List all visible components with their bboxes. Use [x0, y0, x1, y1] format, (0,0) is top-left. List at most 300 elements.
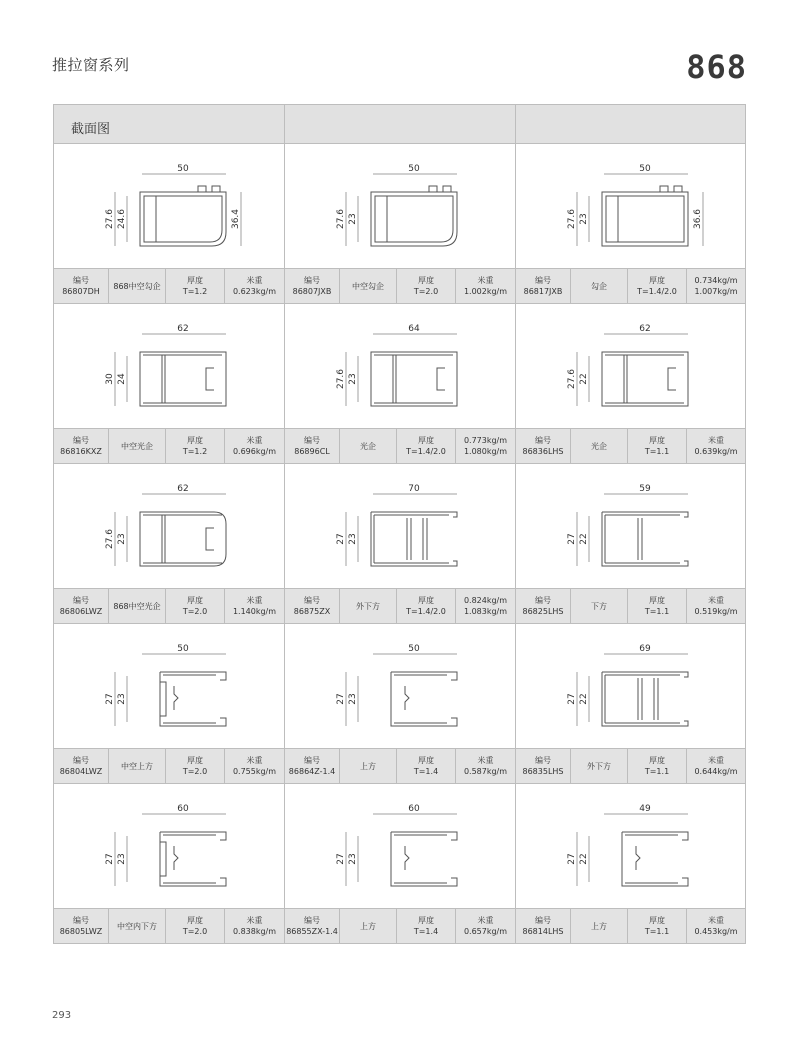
section-drawing [516, 624, 745, 748]
section-drawing [516, 304, 745, 428]
spec-thickness [628, 589, 687, 623]
profile-outline [371, 352, 457, 406]
profile-weight: 1.007kg/m [694, 287, 738, 296]
thickness-label: 厚度 [649, 596, 665, 605]
width-dimension-label: 50 [408, 644, 420, 654]
spec-bar [516, 268, 745, 303]
profile-name: 868中空光企 [113, 601, 161, 611]
profile-drawing [105, 164, 241, 246]
profile-catalog-table [53, 104, 746, 944]
profile-cell [516, 144, 746, 304]
profile-name: 中空上方 [121, 761, 153, 771]
profile-thickness: T=2.0 [182, 767, 208, 776]
spec-thickness [166, 269, 225, 303]
profile-web [162, 355, 165, 403]
profile-thickness: T=1.4 [413, 767, 439, 776]
profile-web [624, 355, 627, 403]
spec-weight [456, 589, 515, 623]
spec-thickness [166, 909, 225, 943]
spec-weight [687, 269, 745, 303]
spec-thickness [166, 589, 225, 623]
profile-cell [54, 784, 285, 944]
height-dimension-label: 27 [336, 693, 346, 705]
thickness-label: 厚度 [187, 276, 203, 285]
section-drawing-svg [285, 624, 515, 748]
profile-drawing [567, 804, 688, 886]
profile-drawing [105, 484, 226, 566]
spec-name [340, 269, 397, 303]
profile-outline [602, 672, 688, 726]
profile-inner-wall [143, 515, 222, 563]
height-dimension-label: 23 [117, 693, 127, 705]
profile-name: 上方 [591, 921, 607, 931]
section-drawing [54, 624, 284, 748]
profile-drawing [567, 644, 688, 726]
profile-code: 86806LWZ [59, 607, 103, 616]
profile-clip [405, 686, 409, 710]
code-label: 编号 [304, 916, 320, 925]
spec-thickness [397, 749, 456, 783]
section-drawing-svg [516, 624, 746, 748]
profile-weight: 0.453kg/m [694, 927, 738, 936]
profile-web [638, 678, 642, 720]
section-drawing [54, 144, 284, 268]
thickness-label: 厚度 [649, 436, 665, 445]
profile-weight: 1.080kg/m [463, 447, 508, 456]
spec-bar [54, 748, 284, 783]
code-label: 编号 [304, 596, 320, 605]
profile-weight: 0.644kg/m [694, 767, 738, 776]
height-dimension-label: 23 [117, 853, 127, 865]
profile-weight: 0.824kg/m [463, 596, 508, 605]
thickness-label: 厚度 [649, 756, 665, 765]
spec-code [516, 749, 571, 783]
spec-weight [687, 429, 745, 463]
profile-inner-wall [143, 355, 222, 403]
profile-slot [206, 368, 214, 390]
profile-outline [140, 512, 226, 566]
spec-weight [225, 589, 284, 623]
profile-slot [437, 368, 445, 390]
spec-code [516, 269, 571, 303]
section-drawing [54, 464, 284, 588]
spec-name [340, 589, 397, 623]
spec-weight [456, 909, 515, 943]
spec-weight [687, 749, 745, 783]
profile-weight: 0.639kg/m [694, 447, 738, 456]
spec-weight [225, 269, 284, 303]
profile-cell [54, 304, 285, 464]
spec-code [54, 429, 109, 463]
profile-name: 勾企 [591, 281, 607, 291]
profile-weight: 0.623kg/m [232, 287, 277, 296]
profile-weight: 1.083kg/m [463, 607, 508, 616]
profile-code: 86864Z-1.4 [288, 767, 336, 776]
spec-name [571, 749, 628, 783]
height-dimension-label: 23 [348, 213, 358, 225]
profile-inner-wall [163, 835, 216, 883]
thickness-label: 厚度 [418, 916, 434, 925]
section-drawing-svg [54, 624, 284, 748]
profile-drawing [567, 324, 688, 406]
section-drawing [516, 464, 745, 588]
spec-code [54, 749, 109, 783]
profile-name: 外下方 [587, 761, 611, 771]
profile-drawing [105, 324, 226, 406]
spec-name [571, 589, 628, 623]
section-drawing-svg [285, 304, 515, 428]
profile-name: 上方 [360, 921, 376, 931]
profile-chamber [160, 842, 166, 876]
weight-label: 米重 [708, 436, 724, 445]
code-label: 编号 [535, 756, 551, 765]
spec-bar [285, 268, 515, 303]
spec-code [516, 589, 571, 623]
section-drawing-svg [54, 464, 284, 588]
spec-code [285, 749, 340, 783]
spec-thickness [397, 909, 456, 943]
profile-cell [285, 464, 516, 624]
spec-bar [54, 428, 284, 463]
profile-web [423, 518, 427, 560]
profile-inner-wall [625, 835, 678, 883]
profile-inner-wall [394, 835, 447, 883]
profile-web [393, 355, 396, 403]
spec-bar [54, 268, 284, 303]
thickness-label: 厚度 [187, 436, 203, 445]
spec-bar [285, 428, 515, 463]
profile-cell [285, 144, 516, 304]
spec-weight [456, 429, 515, 463]
section-drawing-svg [516, 784, 746, 908]
thickness-label: 厚度 [649, 276, 665, 285]
code-label: 编号 [535, 436, 551, 445]
profile-name: 868中空勾企 [113, 281, 161, 291]
profile-code: 86817JXB [523, 287, 563, 296]
height-dimension-label: 27 [567, 853, 577, 865]
spec-bar [516, 588, 745, 623]
thickness-label: 厚度 [187, 756, 203, 765]
height-dimension-label: 27 [105, 853, 115, 865]
spec-weight [687, 589, 745, 623]
spec-code [285, 909, 340, 943]
profile-code: 86835LHS [522, 767, 564, 776]
profile-drawing [336, 644, 457, 726]
width-dimension-label: 50 [408, 164, 420, 174]
profile-cell [285, 784, 516, 944]
profile-weight: 0.657kg/m [463, 927, 508, 936]
spec-name [571, 909, 628, 943]
weight-label: 米重 [708, 916, 724, 925]
profile-name: 光企 [360, 441, 376, 451]
profile-inner-wall [163, 675, 216, 723]
profile-web [407, 518, 411, 560]
spec-bar [285, 748, 515, 783]
weight-label: 米重 [246, 276, 263, 285]
code-label: 编号 [73, 276, 89, 285]
profile-name: 光企 [591, 441, 607, 451]
profile-hook [429, 186, 451, 192]
profile-name: 下方 [591, 601, 607, 611]
profile-outline [391, 672, 457, 726]
profile-thickness: T=1.4/2.0 [406, 447, 446, 456]
spec-weight [456, 269, 515, 303]
profile-drawing [567, 484, 688, 566]
profile-web [162, 515, 165, 563]
spec-bar [285, 588, 515, 623]
profile-code: 86836LHS [522, 447, 564, 456]
spec-name [340, 429, 397, 463]
spec-code [516, 429, 571, 463]
spec-bar [54, 908, 284, 943]
code-label: 编号 [73, 596, 89, 605]
profile-clip [405, 846, 409, 870]
height-dimension-label: 30 [105, 373, 115, 385]
profile-outline [140, 352, 226, 406]
height-dimension-label: 36.6 [693, 208, 703, 230]
spec-code [285, 589, 340, 623]
height-dimension-label: 23 [348, 533, 358, 545]
profile-slot [206, 528, 214, 550]
profile-weight: 0.587kg/m [463, 767, 508, 776]
code-label: 编号 [304, 436, 320, 445]
profile-cell [54, 464, 285, 624]
profile-cell [516, 624, 746, 784]
section-drawing-svg [285, 144, 515, 268]
height-dimension-label: 27 [567, 693, 577, 705]
spec-name [571, 429, 628, 463]
profile-outline [160, 672, 226, 726]
profile-code: 86896CL [294, 447, 330, 456]
weight-label: 米重 [246, 756, 263, 765]
profile-name: 外下方 [356, 601, 380, 611]
section-drawing-svg [285, 784, 515, 908]
code-label: 编号 [535, 596, 551, 605]
spec-thickness [628, 749, 687, 783]
page-number: 293 [52, 1010, 72, 1021]
weight-label: 米重 [246, 436, 263, 445]
weight-label: 米重 [246, 596, 263, 605]
profile-row [54, 304, 746, 464]
spec-weight [225, 909, 284, 943]
profile-outline [602, 512, 688, 566]
weight-label: 米重 [708, 596, 724, 605]
profile-cell [54, 624, 285, 784]
height-dimension-label: 27.6 [336, 208, 346, 230]
profile-outline [602, 192, 688, 246]
profile-thickness: T=1.4/2.0 [406, 607, 446, 616]
profile-slot [668, 368, 676, 390]
profile-thickness: T=1.1 [644, 607, 670, 616]
profile-clip [636, 846, 640, 870]
code-label: 编号 [73, 756, 89, 765]
profile-thickness: T=1.1 [644, 447, 670, 456]
width-dimension-label: 64 [408, 324, 420, 334]
profile-thickness: T=2.0 [413, 287, 439, 296]
spec-name [109, 429, 166, 463]
width-dimension-label: 62 [177, 484, 189, 494]
code-label: 编号 [535, 916, 551, 925]
profile-inner-wall [374, 355, 453, 403]
profile-cell [516, 464, 746, 624]
profile-cell [285, 304, 516, 464]
profile-outline [371, 192, 457, 246]
width-dimension-label: 59 [639, 484, 651, 494]
profile-row [54, 144, 746, 304]
profile-weight: 0.838kg/m [232, 927, 277, 936]
weight-label: 米重 [477, 916, 494, 925]
profile-thickness: T=2.0 [182, 607, 208, 616]
section-drawing-svg [54, 784, 284, 908]
profile-name: 中空内下方 [117, 921, 157, 931]
spec-bar [516, 748, 745, 783]
thickness-label: 厚度 [649, 916, 665, 925]
thickness-label: 厚度 [187, 596, 203, 605]
width-dimension-label: 50 [177, 644, 189, 654]
series-code: 868 [686, 48, 747, 86]
profile-web [638, 518, 642, 560]
spec-code [54, 269, 109, 303]
spec-name [109, 589, 166, 623]
thickness-label: 厚度 [418, 756, 434, 765]
height-dimension-label: 24.6 [117, 208, 127, 230]
profile-weight: 1.140kg/m [232, 607, 277, 616]
height-dimension-label: 27 [567, 533, 577, 545]
height-dimension-label: 27 [105, 693, 115, 705]
width-dimension-label: 60 [177, 804, 189, 814]
profile-weight: 1.002kg/m [463, 287, 508, 296]
spec-thickness [628, 429, 687, 463]
width-dimension-label: 50 [177, 164, 189, 174]
code-label: 编号 [73, 436, 89, 445]
height-dimension-label: 27.6 [567, 368, 577, 390]
profile-weight: 0.696kg/m [232, 447, 277, 456]
profile-cell [54, 144, 285, 304]
code-label: 编号 [73, 916, 89, 925]
profile-cell [516, 304, 746, 464]
profile-thickness: T=1.1 [644, 767, 670, 776]
spec-thickness [166, 749, 225, 783]
profile-row [54, 624, 746, 784]
profile-code: 86825LHS [522, 607, 564, 616]
weight-label: 米重 [477, 276, 494, 285]
spec-weight [225, 429, 284, 463]
profile-web [654, 678, 658, 720]
profile-outline [602, 352, 688, 406]
height-dimension-label: 27 [336, 533, 346, 545]
profile-hook [198, 186, 220, 192]
height-dimension-label: 27.6 [567, 208, 577, 230]
spec-name [571, 269, 628, 303]
weight-label: 米重 [708, 756, 724, 765]
section-drawing-svg [516, 464, 746, 588]
height-dimension-label: 36.4 [231, 208, 241, 230]
profile-weight: 0.773kg/m [463, 436, 508, 445]
profile-name: 上方 [360, 761, 376, 771]
thickness-label: 厚度 [418, 596, 434, 605]
section-drawing [54, 304, 284, 428]
height-dimension-label: 23 [117, 533, 127, 545]
profile-weight: 0.734kg/m [694, 276, 738, 285]
height-dimension-label: 23 [348, 373, 358, 385]
spec-weight [456, 749, 515, 783]
section-drawing-svg [54, 304, 284, 428]
code-label: 编号 [535, 276, 551, 285]
height-dimension-label: 22 [579, 373, 589, 385]
profile-drawing [336, 164, 457, 246]
height-dimension-label: 24 [117, 373, 127, 385]
spec-weight [687, 909, 745, 943]
spec-code [285, 269, 340, 303]
profile-thickness: T=1.2 [182, 287, 208, 296]
profile-drawing [336, 804, 457, 886]
spec-code [285, 429, 340, 463]
height-dimension-label: 22 [579, 533, 589, 545]
section-drawing [516, 144, 745, 268]
profile-cell [516, 784, 746, 944]
profile-outline [622, 832, 688, 886]
spec-thickness [628, 909, 687, 943]
profile-outline [160, 832, 226, 886]
profile-outline [140, 192, 226, 246]
section-drawing-svg [54, 144, 284, 268]
thickness-label: 厚度 [418, 436, 434, 445]
profile-drawing [105, 804, 226, 886]
table-header-row [54, 105, 746, 144]
profile-inner-wall [605, 355, 684, 403]
code-label: 编号 [304, 276, 320, 285]
height-dimension-label: 27.6 [105, 528, 115, 550]
code-label: 编号 [304, 756, 320, 765]
spec-thickness [397, 269, 456, 303]
profile-grid [54, 144, 746, 944]
spec-thickness [166, 429, 225, 463]
profile-thickness: T=1.1 [644, 927, 670, 936]
height-dimension-label: 23 [348, 853, 358, 865]
height-dimension-label: 27.6 [336, 368, 346, 390]
spec-name [109, 749, 166, 783]
profile-chamber [160, 682, 166, 716]
width-dimension-label: 62 [639, 324, 651, 334]
spec-thickness [397, 429, 456, 463]
profile-row [54, 464, 746, 624]
profile-weight: 0.755kg/m [232, 767, 277, 776]
height-dimension-label: 27 [336, 853, 346, 865]
spec-code [54, 589, 109, 623]
profile-code: 86804LWZ [59, 767, 103, 776]
height-dimension-label: 22 [579, 853, 589, 865]
spec-weight [225, 749, 284, 783]
profile-weight: 0.519kg/m [694, 607, 738, 616]
profile-code: 86814LHS [522, 927, 564, 936]
profile-hook [660, 186, 682, 192]
section-drawing-svg [516, 144, 746, 268]
section-drawing-svg [516, 304, 746, 428]
spec-bar [516, 908, 745, 943]
width-dimension-label: 69 [639, 644, 651, 654]
profile-name: 中空勾企 [352, 281, 384, 291]
width-dimension-label: 62 [177, 324, 189, 334]
section-drawing-svg [285, 464, 515, 588]
table-header-label: 截面图 [54, 105, 285, 143]
height-dimension-label: 22 [579, 693, 589, 705]
spec-bar [54, 588, 284, 623]
profile-outline [391, 832, 457, 886]
height-dimension-label: 23 [579, 213, 589, 225]
spec-code [516, 909, 571, 943]
profile-code: 86807DH [62, 287, 100, 296]
profile-thickness: T=1.4 [413, 927, 439, 936]
